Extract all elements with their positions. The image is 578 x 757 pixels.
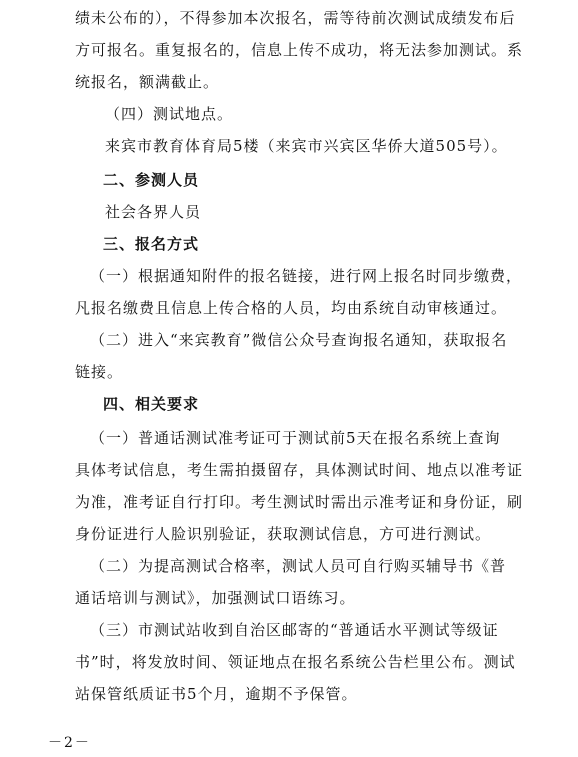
text-line: 为准，准考证自行打印。考生测试时需出示准考证和身份证，刷 [75, 493, 524, 511]
text-line: 统报名，额满截止。 [75, 73, 220, 91]
section-subheading: （四）测试地点。 [105, 105, 234, 123]
text-line: 书”时，将发放时间、领证地点在报名系统公告栏里公布。测试 [75, 653, 516, 671]
text-line: 绩未公布的），不得参加本次报名，需等待前次测试成绩发布后 [75, 9, 516, 27]
text-line: （二）为提高测试合格率，测试人员可自行购买辅导书《普 [90, 557, 507, 575]
section-heading: 三、报名方式 [103, 235, 200, 253]
page-number: －2－ [48, 735, 91, 751]
text-line: 链接。 [75, 363, 124, 381]
text-line: 凡报名缴费且信息上传合格的人员，均由系统自动审核通过。 [75, 299, 508, 317]
text-line: 方可报名。重复报名的，信息上传不成功，将无法参加测试。系 [75, 41, 524, 59]
text-line: （二）进入“来宾教育”微信公众号查询报名通知，获取报名 [90, 331, 508, 349]
text-line: （一）普通话测试准考证可于测试前5天在报名系统上查询 [90, 429, 501, 447]
section-heading: 四、相关要求 [103, 395, 200, 413]
text-line: 社会各界人员 [105, 203, 202, 221]
text-line: （一）根据通知附件的报名链接，进行网上报名时同步缴费， [90, 267, 523, 285]
section-heading: 二、参测人员 [103, 171, 200, 189]
text-line: 通话培训与测试》，加强测试口语练习。 [75, 589, 356, 607]
text-line: 具体考试信息，考生需拍摄留存，具体测试时间、地点以准考证 [75, 461, 524, 479]
text-line: 站保管纸质证书5个月，逾期不予保管。 [75, 685, 358, 703]
text-line: （三）市测试站收到自治区邮寄的“普通话水平测试等级证 [90, 621, 499, 639]
text-line: 身份证进行人脸识别验证，获取测试信息，方可进行测试。 [75, 525, 492, 543]
text-line: 来宾市教育体育局5楼（来宾市兴宾区华侨大道505号）。 [105, 137, 508, 155]
